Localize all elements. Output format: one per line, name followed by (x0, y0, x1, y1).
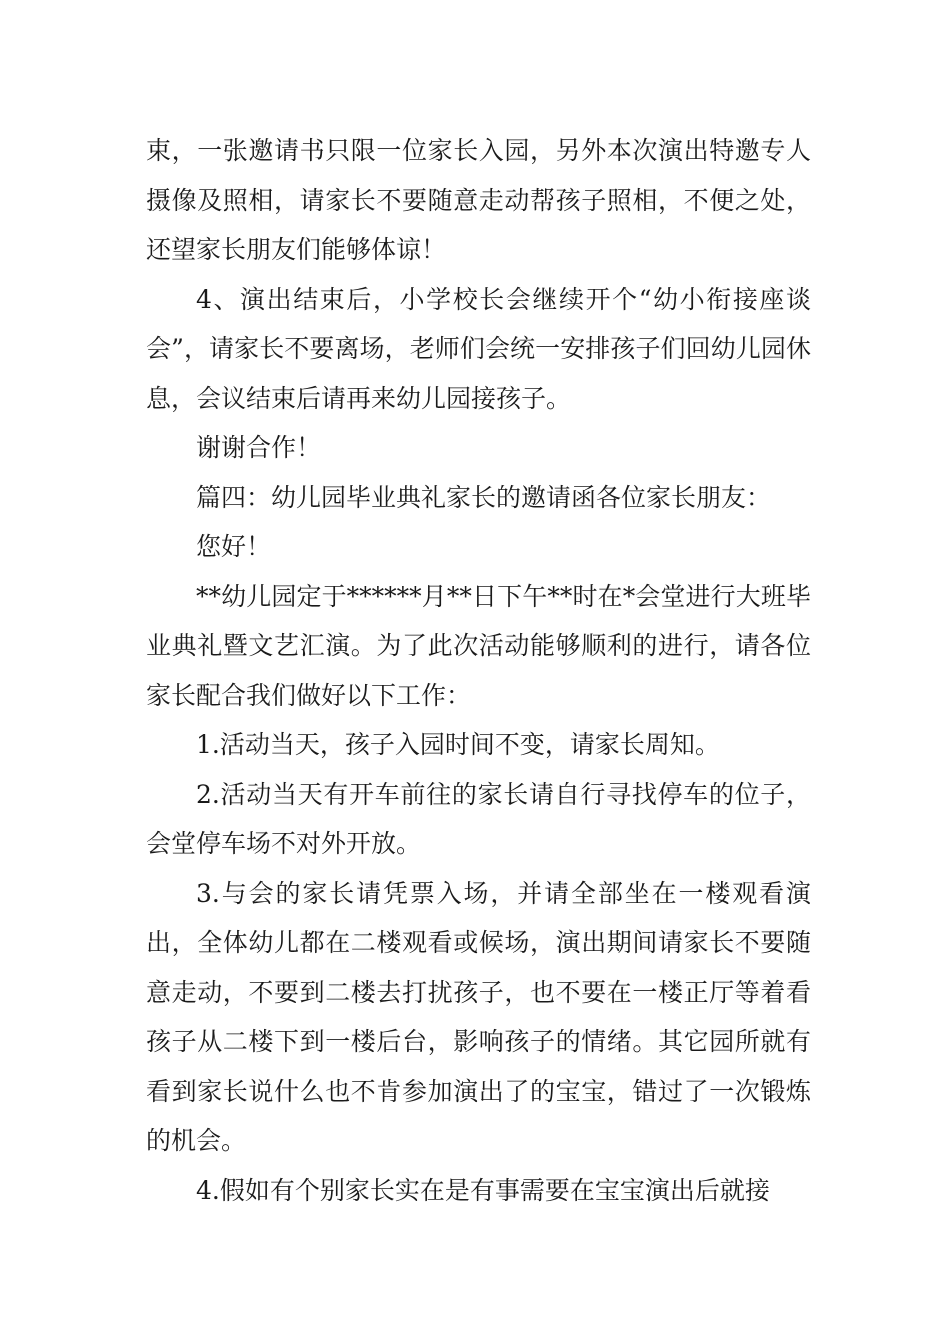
paragraph-item-3: 3.与会的家长请凭票入场，并请全部坐在一楼观看演出，全体幼儿都在二楼观看或候场，演出期间请家长不要随意走动，不要到二楼去打扰孩子，也不要在一楼正厅等着看孩子从二楼下到一楼后台，影响孩子的情绪。其它园所就有看到家长说什么也不肯参加演出了的宝宝，错过了一次锻炼的机会。 (146, 878, 811, 1155)
paragraph-item-1: 1.活动当天，孩子入园时间不变，请家长周知。 (196, 730, 720, 759)
paragraph-item-2: 2.活动当天有开车前往的家长请自行寻找停车的位子，会堂停车场不对外开放。 (146, 779, 811, 858)
paragraph-item-4-partial: 4.假如有个别家长实在是有事需要在宝宝演出后就接 (196, 1175, 770, 1205)
paragraph-item-4-seminar: 4、演出结束后，小学校长会继续开个“幼小衔接座谈会”，请家长不要离场，老师们会统一安排孩子们回幼儿园休息，会议结束后请再来幼儿园接孩子。 (146, 284, 811, 413)
paragraph-continuation: 束，一张邀请书只限一位家长入园，另外本次演出特邀专人摄像及照相，请家长不要随意走动帮孩子照相，不便之处，还望家长朋友们能够体谅！ (146, 136, 811, 264)
paragraph-thanks: 谢谢合作！ (196, 433, 322, 462)
paragraph-greeting: 您好！ (196, 532, 272, 561)
document-body (146, 126, 811, 1215)
paragraph-section-heading: 篇四：幼儿园毕业典礼家长的邀请函各位家长朋友： (196, 482, 772, 512)
paragraph-announcement: **幼儿园定于******月**日下午**时在*会堂进行大班毕业典礼暨文艺汇演。为了此次活动能够顺利的进行，请各位家长配合我们做好以下工作： (146, 581, 811, 710)
